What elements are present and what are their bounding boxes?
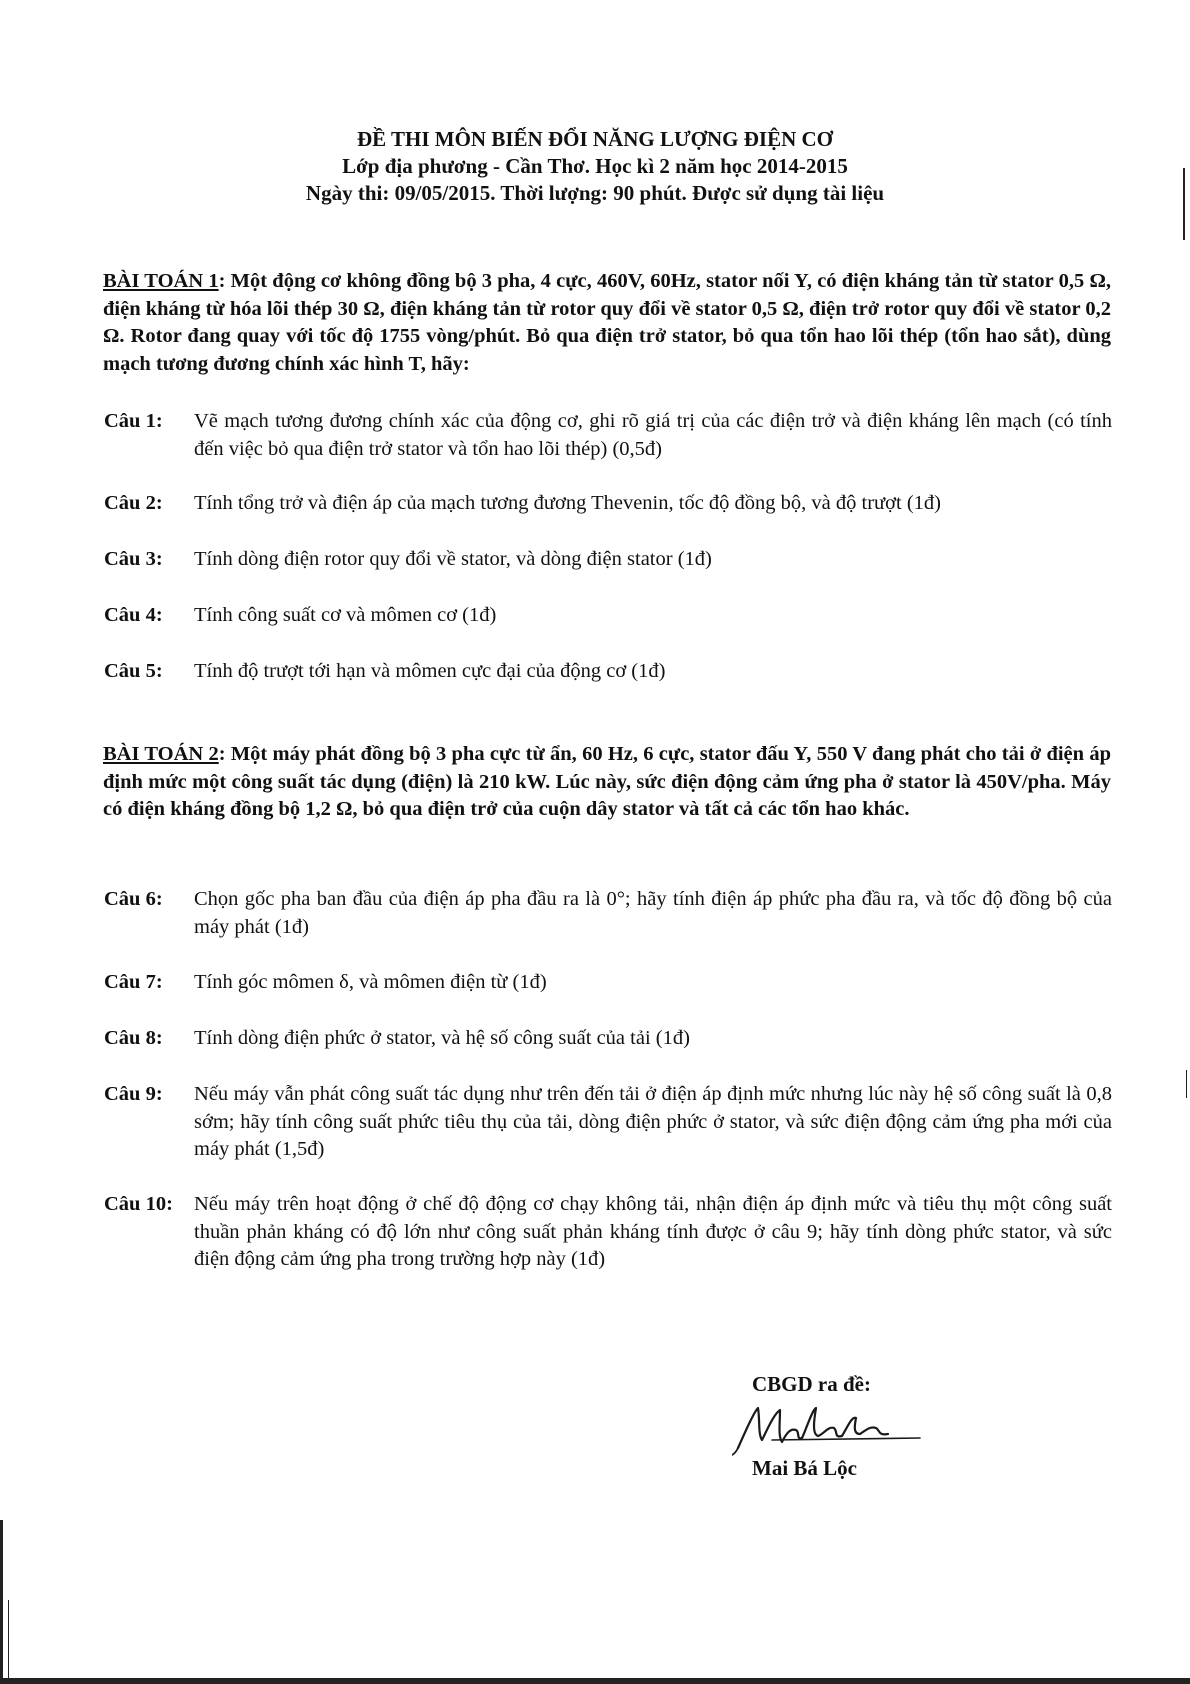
question-text: Tính công suất cơ và mômen cơ (1đ)	[194, 604, 497, 626]
question-text: Tính tổng trở và điện áp của mạch tương đương Thevenin, tốc độ đồng bộ, và độ trượt (1đ)	[194, 492, 941, 514]
question-label: Câu 10:	[104, 1193, 173, 1215]
signature-block	[752, 1370, 1032, 1480]
exam-date-info: Ngày thi: 09/05/2015. Thời lượng: 90 phút. Được sử dụng tài liệu	[305, 181, 885, 205]
handwritten-signature	[732, 1400, 952, 1456]
question-text: Tính độ trượt tới hạn và mômen cực đại của động cơ (1đ)	[194, 660, 666, 682]
signer-name: Mai Bá Lộc	[752, 1456, 857, 1480]
scan-edge-mark	[8, 1600, 9, 1684]
problem-2-body: : Một máy phát đồng bộ 3 pha cực từ ẩn, 60 Hz, 6 cực, stator đấu Y, 550 V đang phát cho tải ở điện áp định mức một công suất tác dụng (điện) là 210 kW. Lúc này, sức điện động cảm ứng pha ở stator là 450V/pha. Máy có điện kháng đồng bộ 1,2 Ω, bỏ qua điện trở của cuộn dây stator và tất cả các tổn hao khác.	[103, 743, 1111, 820]
question-text: Tính góc mômen δ, và mômen điện từ (1đ)	[194, 971, 547, 993]
question-text: Tính dòng điện rotor quy đổi về stator, và dòng điện stator (1đ)	[194, 548, 712, 570]
question-label: Câu 8:	[104, 1027, 163, 1049]
question-text: Vẽ mạch tương đương chính xác của động cơ, ghi rõ giá trị của các điện trở và điện kháng lên mạch (có tính đến việc bỏ qua điện trở stator và tổn hao lõi thép) (0,5đ)	[194, 410, 1112, 460]
problem-2-heading: BÀI TOÁN 2	[103, 743, 219, 765]
question-9	[104, 1081, 1112, 1164]
question-7	[104, 969, 1112, 997]
problem-2	[103, 741, 1111, 824]
question-label: Câu 6:	[104, 888, 163, 910]
signer-role: CBGD ra đề:	[752, 1372, 871, 1396]
scan-edge-mark	[0, 1520, 3, 1684]
question-text: Chọn gốc pha ban đầu của điện áp pha đầu ra là 0°; hãy tính điện áp phức pha đầu ra, và tốc độ đồng bộ của máy phát (1đ)	[194, 888, 1112, 938]
problem-1-body: : Một động cơ không đồng bộ 3 pha, 4 cực, 460V, 60Hz, stator nối Y, có điện kháng tản từ stator 0,5 Ω, điện kháng từ hóa lõi thép 30 Ω, điện kháng tản từ rotor quy đổi về stator 0,5 Ω, điện trở rotor quy đổi về stator 0,2 Ω. Rotor đang quay với tốc độ 1755 vòng/phút. Bỏ qua điện trở stator, bỏ qua tổn hao lõi thép (tổn hao sắt), dùng mạch tương đương chính xác hình T, hãy:	[103, 270, 1111, 375]
question-1	[104, 408, 1112, 463]
exam-header	[0, 126, 1190, 207]
question-label: Câu 7:	[104, 971, 163, 993]
question-text: Nếu máy vẫn phát công suất tác dụng như trên đến tải ở điện áp định mức nhưng lúc này hệ số công suất là 0,8 sớm; hãy tính công suất phức tiêu thụ của tải, dòng điện phức ở stator, và sức điện động cảm ứng pha mới của máy phát (1,5đ)	[194, 1083, 1112, 1160]
scan-edge-mark	[1186, 1070, 1187, 1098]
question-label: Câu 9:	[104, 1083, 163, 1105]
question-3	[104, 546, 1112, 574]
question-label: Câu 4:	[104, 604, 163, 626]
question-6	[104, 886, 1112, 941]
question-label: Câu 1:	[104, 410, 163, 432]
question-4	[104, 602, 1112, 630]
question-label: Câu 2:	[104, 492, 163, 514]
question-5	[104, 658, 1112, 686]
question-text: Nếu máy trên hoạt động ở chế độ động cơ chạy không tải, nhận điện áp định mức và tiêu thụ một công suất thuần phản kháng có độ lớn như công suất phản kháng tính được ở câu 9; hãy tính dòng phức stator, và sức điện động cảm ứng pha trong trường hợp này (1đ)	[194, 1193, 1112, 1270]
scan-edge-mark	[1183, 168, 1185, 240]
scan-bottom-edge	[0, 1678, 1190, 1684]
problem-1-heading: BÀI TOÁN 1	[103, 270, 219, 292]
question-2	[104, 490, 1112, 518]
exam-title: ĐỀ THI MÔN BIẾN ĐỔI NĂNG LƯỢNG ĐIỆN CƠ	[356, 127, 834, 151]
question-text: Tính dòng điện phức ở stator, và hệ số công suất của tải (1đ)	[194, 1027, 690, 1049]
problem-1	[103, 268, 1111, 378]
question-label: Câu 5:	[104, 660, 163, 682]
question-10	[104, 1191, 1112, 1274]
question-label: Câu 3:	[104, 548, 163, 570]
question-8	[104, 1025, 1112, 1053]
class-info: Lớp địa phương - Cần Thơ. Học kì 2 năm học 2014-2015	[342, 154, 848, 178]
